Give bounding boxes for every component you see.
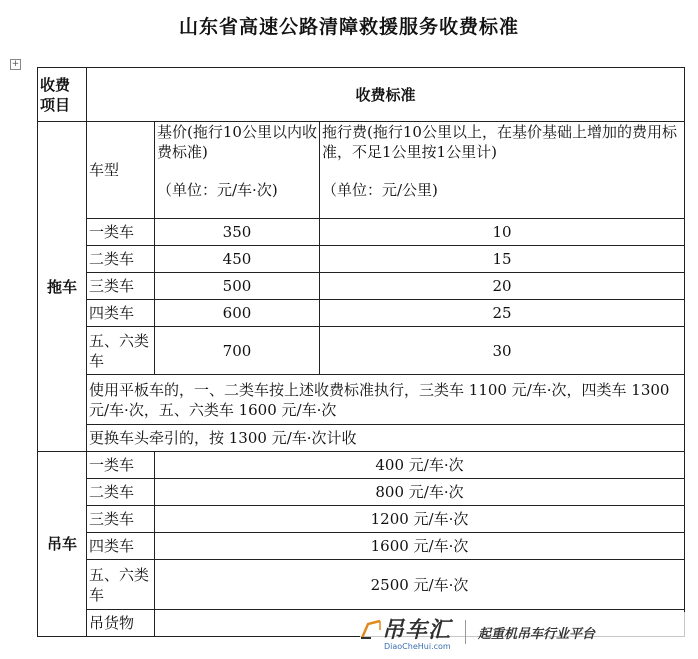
table-row <box>38 246 685 273</box>
vehicle-type: 五、六类车 <box>87 560 155 610</box>
tow-fee-desc: 拖行费(拖行10公里以上，在基价基础上增加的费用标准，不足1公里按1公里计) <box>322 123 677 161</box>
table-row <box>38 273 685 300</box>
vehicle-type: 四类车 <box>87 300 155 327</box>
tow-fee-unit: （单位：元/公里) <box>322 181 438 199</box>
fee-table <box>37 67 685 637</box>
watermark-slogan: 起重机吊车行业平台 <box>478 626 596 642</box>
vehicle-type: 一类车 <box>87 452 155 479</box>
watermark-logo <box>360 613 451 651</box>
table-row <box>38 327 685 375</box>
tow-fee-header <box>320 122 685 219</box>
table-row <box>38 533 685 560</box>
vehicle-type: 一类车 <box>87 219 155 246</box>
base-price: 450 <box>155 246 320 273</box>
watermark <box>360 612 690 652</box>
header-item: 收费项目 <box>38 68 87 122</box>
document-title: 山东省高速公路清障救援服务收费标准 <box>178 16 519 38</box>
vehicle-type: 二类车 <box>87 246 155 273</box>
watermark-divider <box>465 620 466 644</box>
vehicle-type: 二类车 <box>87 479 155 506</box>
crane-price: 1600 元/车·次 <box>155 533 685 560</box>
tow-fee: 25 <box>320 300 685 327</box>
tow-fee: 15 <box>320 246 685 273</box>
table-anchor-icon[interactable]: + <box>11 59 20 69</box>
watermark-name: 吊车汇 <box>382 618 452 643</box>
crane-icon <box>360 618 382 640</box>
vehicle-type: 四类车 <box>87 533 155 560</box>
base-price: 700 <box>155 327 320 375</box>
vehicle-type: 三类车 <box>87 506 155 533</box>
base-price: 600 <box>155 300 320 327</box>
watermark-url: DiaoCheHui.com <box>384 642 451 651</box>
crane-price: 400 元/车·次 <box>155 452 685 479</box>
crane-label: 吊车 <box>38 452 87 637</box>
table-row <box>38 560 685 610</box>
table-row <box>38 425 685 452</box>
vehicle-type-label: 车型 <box>87 122 155 219</box>
table-header-row <box>38 68 685 122</box>
table-row <box>38 375 685 425</box>
base-price: 350 <box>155 219 320 246</box>
tow-fee: 20 <box>320 273 685 300</box>
tow-fee: 10 <box>320 219 685 246</box>
tractor-note: 更换车头牵引的，按 1300 元/车·次计收 <box>87 425 685 452</box>
crane-price: 1200 元/车·次 <box>155 506 685 533</box>
crane-price: 800 元/车·次 <box>155 479 685 506</box>
table-row <box>38 300 685 327</box>
crane-price: 2500 元/车·次 <box>155 560 685 610</box>
tow-subheader-row <box>38 122 685 219</box>
table-row <box>38 219 685 246</box>
tow-label: 拖车 <box>38 122 87 452</box>
vehicle-type: 五、六类车 <box>87 327 155 375</box>
base-price-desc: 基价(拖行10公里以内收费标准) <box>157 123 317 161</box>
flatbed-note: 使用平板车的，一、二类车按上述收费标准执行，三类车 1100 元/车·次，四类车 1300 元/车·次，五、六类车 1600 元/车·次 <box>87 375 685 425</box>
base-price: 500 <box>155 273 320 300</box>
base-price-unit: （单位：元/车·次) <box>157 181 278 199</box>
table-row <box>38 506 685 533</box>
tow-fee: 30 <box>320 327 685 375</box>
vehicle-type: 吊货物 <box>87 610 155 637</box>
base-price-header <box>155 122 320 219</box>
table-row <box>38 479 685 506</box>
vehicle-type: 三类车 <box>87 273 155 300</box>
header-standard: 收费标准 <box>87 68 685 122</box>
table-row <box>38 452 685 479</box>
